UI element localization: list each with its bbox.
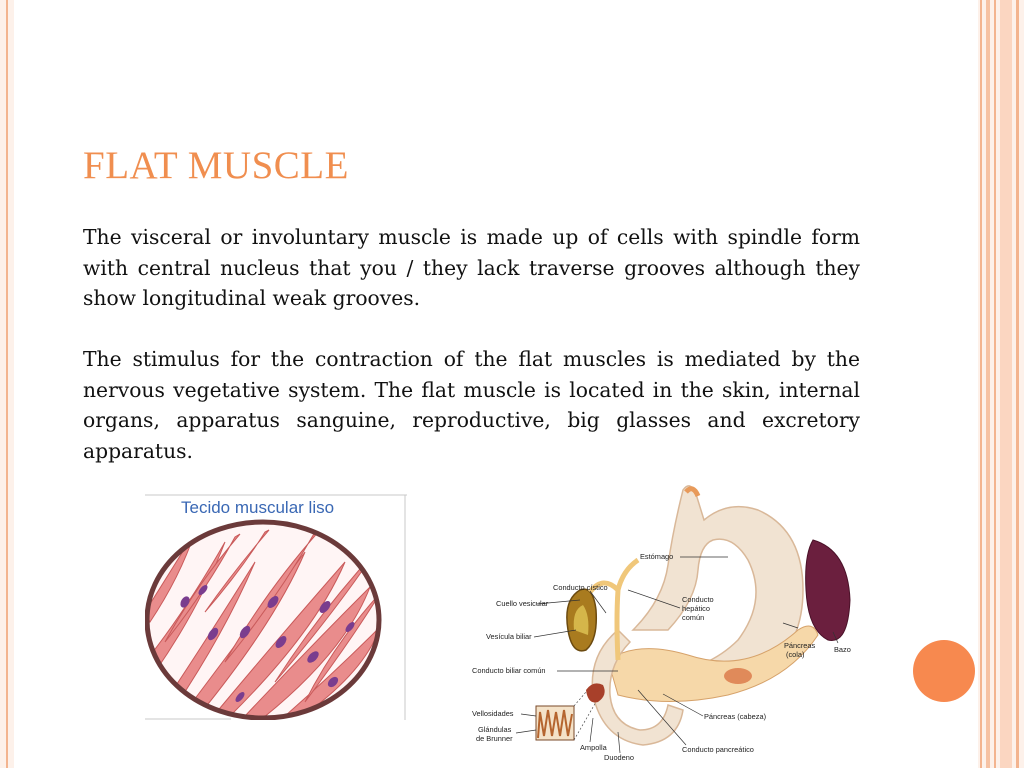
- smooth-muscle-figure: [145, 492, 407, 720]
- label-glandulas-2: de Brunner: [476, 734, 513, 743]
- label-estomago: Estómago: [640, 552, 674, 561]
- slide-title: FLAT MUSCLE: [83, 144, 349, 187]
- left-border-line: [6, 0, 8, 768]
- right-stripe-4: [1000, 0, 1012, 768]
- label-conducto-hepatico-3: común: [682, 613, 705, 622]
- paragraph-1: The visceral or involuntary muscle is made up of cells with spindle form with central nucleus that you / they lack traverse grooves although they show longitudinal weak grooves.: [83, 225, 860, 310]
- digestive-organs-figure: [468, 480, 858, 768]
- label-pancreas-cabeza: Páncreas (cabeza): [704, 712, 767, 721]
- label-conducto-cistico: Conducto cístico: [553, 583, 608, 592]
- label-bazo: Bazo: [834, 645, 851, 654]
- right-stripe-2: [986, 0, 990, 768]
- right-stripe-1: [980, 0, 982, 768]
- label-conducto-hepatico-2: hepático: [682, 604, 710, 613]
- label-conducto-hepatico-1: Conducto: [682, 595, 714, 604]
- label-conducto-pancreatico: Conducto pancreático: [682, 745, 754, 754]
- label-pancreas-cola-1: Páncreas: [784, 641, 816, 650]
- decorative-orange-circle: [913, 640, 975, 702]
- label-duodeno: Duodeno: [604, 753, 634, 762]
- paragraph-2: The stimulus for the contraction of the flat muscles is mediated by the nervous vegetative system. The flat muscle is located in the skin, internal organs, apparatus sanguine, reproductive, big glasses and excretory apparatus.: [83, 347, 860, 463]
- right-stripe-5: [1016, 0, 1019, 768]
- label-cuello-vesicular: Cuello vesicular: [496, 599, 549, 608]
- label-pancreas-cola-2: (cola): [786, 650, 805, 659]
- label-vesicula-biliar: Vesícula biliar: [486, 632, 532, 641]
- smooth-muscle-caption: Tecido muscular liso: [181, 498, 335, 517]
- label-conducto-biliar-comun: Conducto biliar común: [472, 666, 546, 675]
- label-ampolla: Ampolla: [580, 743, 607, 752]
- label-glandulas-1: Glándulas: [478, 725, 512, 734]
- label-vellosidades: Vellosidades: [472, 709, 514, 718]
- right-stripe-3: [994, 0, 996, 768]
